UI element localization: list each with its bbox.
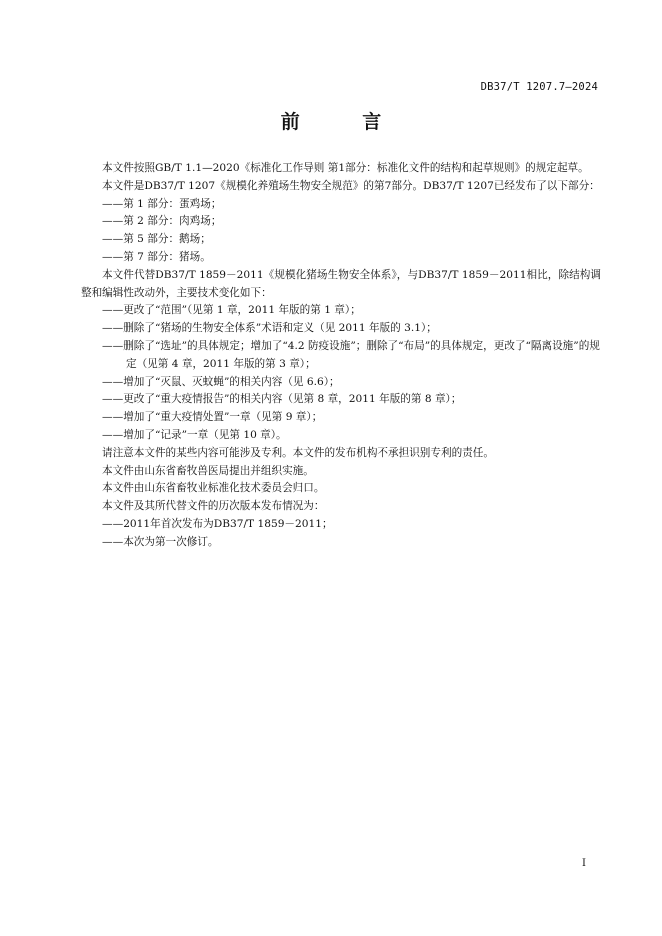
document-body (81, 160, 601, 552)
list-item-part: ——第 1 部分：蛋鸡场； (102, 197, 222, 210)
list-item-change: ——删除了“选址”的具体规定；增加了“4.2 防疫设施”；删除了“布局”的具体规定，更改了“隔离设施”的规定（见第 4 章，2011 年版的第 3 章）； (102, 339, 600, 370)
paragraph-replacement: 本文件代替DB37/T 1859－2011《规模化猪场生物安全体系》，与DB37/T 1859－2011相比，除结构调整和编辑性改动外，主要技术变化如下： (81, 268, 601, 299)
paragraph-centralized: 本文件由山东省畜牧业标准化技术委员会归口。 (102, 482, 325, 495)
list-item-part: ——第 2 部分：肉鸡场； (102, 215, 222, 228)
list-item-part: ——第 5 部分：鹅场； (102, 233, 211, 246)
document-code: DB37/T 1207.7—2024 (480, 81, 598, 93)
list-item-history: ——本次为第一次修订。 (102, 535, 219, 548)
list-item-change: ——增加了“记录”一章（见第 10 章）。 (102, 428, 287, 441)
paragraph-series-info: 本文件是DB37/T 1207《规模化养殖场生物安全规范》的第7部分。DB37/T 1207已经发布了以下部分： (102, 179, 600, 192)
page-title: 前 言 (280, 111, 410, 133)
list-item-change: ——更改了“重大疫情报告”的相关内容（见第 8 章，2011 年版的第 8 章）； (102, 393, 462, 406)
list-item-change: ——更改了“范围”（见第 1 章，2011 年版的第 1 章）； (102, 304, 361, 317)
paragraph-history-intro: 本文件及其所代替文件的历次版本发布情况为： (102, 500, 325, 513)
list-item-change: ——增加了“灭鼠、灭蚊蝇”的相关内容（见 6.6）； (102, 375, 340, 388)
list-item-change: ——删除了“猪场的生物安全体系”术语和定义（见 2011 年版的 3.1）； (102, 322, 437, 335)
paragraph-proposer: 本文件由山东省畜牧兽医局提出并组织实施。 (102, 464, 314, 477)
list-item-change: ——增加了“重大疫情处置”一章（见第 9 章）； (102, 411, 323, 424)
page-number: I (582, 858, 586, 869)
paragraph-patent-notice: 请注意本文件的某些内容可能涉及专利。本文件的发布机构不承担识别专利的责任。 (102, 446, 494, 459)
list-item-part: ——第 7 部分：猪场。 (102, 250, 211, 263)
list-item-history: ——2011年首次发布为DB37/T 1859－2011； (102, 517, 333, 530)
paragraph-drafting-basis: 本文件按照GB/T 1.1—2020《标准化工作导则 第1部分：标准化文件的结构和起草规则》的规定起草。 (102, 162, 589, 174)
